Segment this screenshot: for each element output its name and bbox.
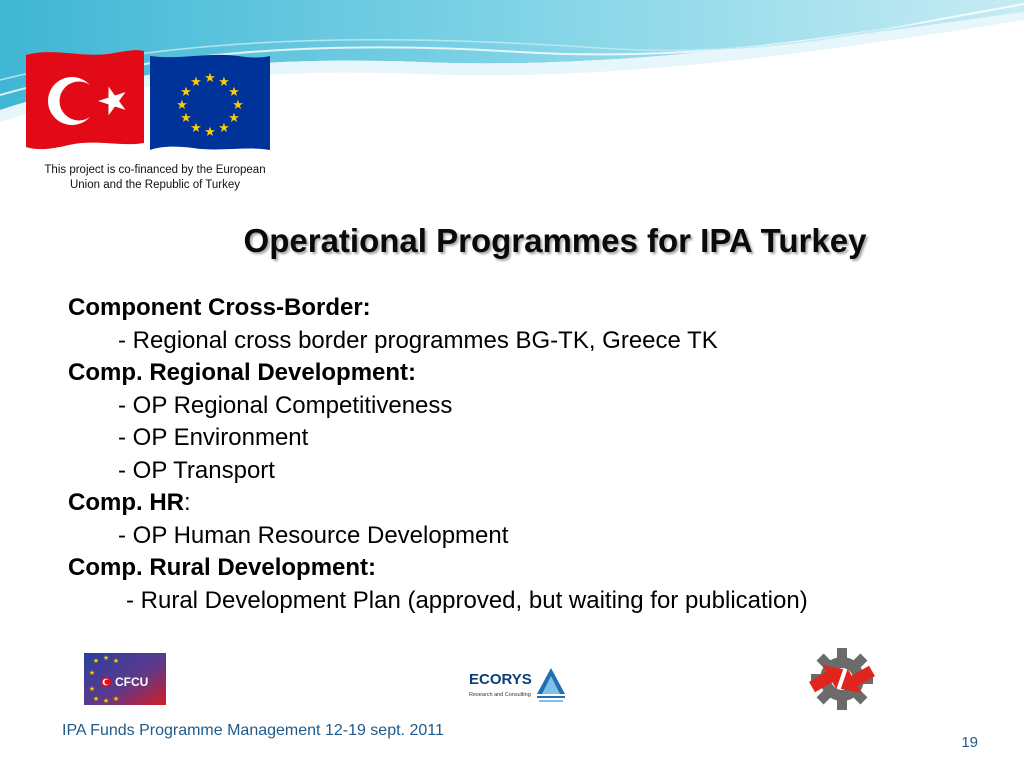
svg-text:★: ★ <box>190 75 202 90</box>
svg-text:★: ★ <box>204 71 216 86</box>
slide-title: Operational Programmes for IPA Turkey <box>243 222 867 259</box>
cfcu-logo-text: CFCU <box>115 675 149 689</box>
section-heading-cross-border: Component Cross-Border: <box>68 294 371 321</box>
list-item: - OP Regional Competitiveness <box>118 391 453 419</box>
svg-text:★: ★ <box>180 85 192 100</box>
list-item: - Regional cross border programmes BG-TK, Greece TK <box>118 326 718 354</box>
cofinance-note <box>20 163 290 193</box>
svg-text:★: ★ <box>218 75 230 90</box>
svg-text:★: ★ <box>232 98 244 113</box>
svg-text:★: ★ <box>92 657 100 665</box>
ecorys-logo-tagline: Research and Consulting <box>469 692 531 698</box>
svg-text:★: ★ <box>180 111 192 126</box>
list-item: - Rural Development Plan (approved, but waiting for publication) <box>126 586 808 614</box>
list-item: - OP Transport <box>118 456 275 484</box>
ecorys-logo-text: ECORYS <box>469 671 532 688</box>
list-item: - OP Environment <box>118 424 309 451</box>
list-item: - OP Human Resource Development <box>118 521 509 549</box>
svg-text:★: ★ <box>204 125 216 140</box>
svg-text:★: ★ <box>228 111 240 126</box>
turkey-flag-icon <box>24 47 146 151</box>
gear-logo-icon <box>800 646 885 712</box>
svg-text:★: ★ <box>228 85 240 100</box>
svg-text:★: ★ <box>218 121 230 136</box>
footer-text: IPA Funds Programme Management 12-19 sept. 2011 <box>62 722 444 739</box>
svg-text:★: ★ <box>102 654 110 662</box>
eu-flag-icon <box>148 52 272 154</box>
slide-content <box>68 292 1008 617</box>
cofinance-line-2: Union and the Republic of Turkey <box>69 179 241 191</box>
section-heading-regional-development: Comp. Regional Development: <box>68 359 417 386</box>
cfcu-logo <box>84 653 166 705</box>
section-heading-hr <box>68 487 1008 520</box>
section-heading-hr-label: Comp. HR <box>68 489 184 516</box>
cofinance-line-1: This project is co-financed by the European <box>44 164 266 176</box>
ecorys-logo <box>465 660 570 706</box>
svg-text:★: ★ <box>190 121 202 136</box>
svg-text:★: ★ <box>112 695 120 703</box>
page-number: 19 <box>961 734 978 751</box>
svg-text:★: ★ <box>112 657 120 665</box>
svg-text:★: ★ <box>102 697 110 705</box>
svg-text:★: ★ <box>92 695 100 703</box>
svg-text:★: ★ <box>88 685 96 693</box>
section-heading-hr-colon: : <box>184 489 191 516</box>
svg-text:★: ★ <box>88 669 96 677</box>
svg-text:★: ★ <box>176 98 188 113</box>
section-heading-rural-development: Comp. Rural Development: <box>68 554 377 581</box>
